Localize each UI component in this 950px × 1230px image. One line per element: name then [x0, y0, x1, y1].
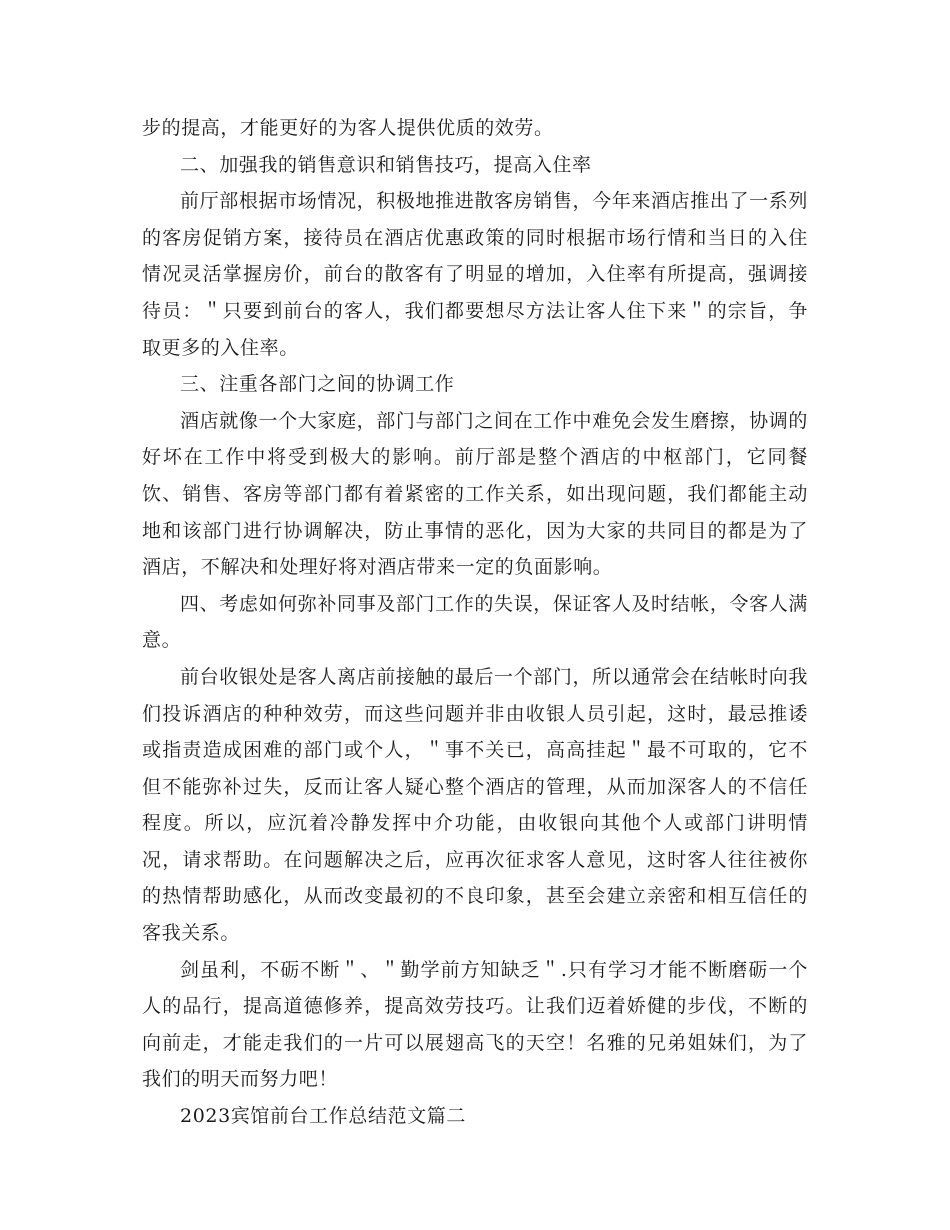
paragraph-sales: 前厅部根据市场情况，积极地推进散客房销售，今年来酒店推出了一系列的客房促销方案，接待员在酒店优惠政策的同时根据市场行情和当日的入住情况灵活掌握房价，前台的散客有了明显的增加，入住率有所提高，强调接待员：＂只要到前台的客人，我们都要想尽方法让客人住下来＂的宗旨，争取更多的入住率。 [142, 190, 808, 359]
paragraph-conclusion: 剑虽利，不砺不断＂、＂勤学前方知缺乏＂.只有学习才能不断磨砺一个人的品行，提高道德修养，提高效劳技巧。让我们迈着娇健的步伐，不断的向前走，才能走我们的一片可以展翅高飞的天空！名雅的兄弟姐妹们，为了我们的明天而努力吧！ [142, 958, 808, 1091]
heading-checkout: 四、考虑如何弥补同事及部门工作的失误，保证客人及时结帐，令客人满意。 [142, 592, 808, 652]
heading-sales-skills: 二、加强我的销售意识和销售技巧，提高入住率 [180, 153, 592, 176]
paragraph-continuation: 步的提高，才能更好的为客人提供优质的效劳。 [142, 117, 554, 139]
heading-coordination: 三、注重各部门之间的协调工作 [180, 373, 455, 396]
document-page [142, 110, 808, 1135]
paragraph-coordination: 酒店就像一个大家庭，部门与部门之间在工作中难免会发生磨擦，协调的好坏在工作中将受到极大的影响。前厅部是整个酒店的中枢部门，它同餐饮、销售、客房等部门都有着紧密的工作关系，如出现问题，我们都能主动地和该部门进行协调解决，防止事情的恶化，因为大家的共同目的都是为了酒店，不解决和处理好将对酒店带来一定的负面影响。 [142, 409, 808, 579]
section-title-part-two: 2023宾馆前台工作总结范文篇二 [180, 1105, 466, 1128]
paragraph-checkout: 前台收银处是客人离店前接触的最后一个部门，所以通常会在结帐时向我们投诉酒店的种种效劳，而这些问题并非由收银人员引起，这时，最忌推诿或指责造成困难的部门或个人，＂事不关已，高高挂起＂最不可取的，它不但不能弥补过失，反而让客人疑心整个酒店的管理，从而加深客人的不信任程度。所以，应沉着冷静发挥中介功能，由收银向其他个人或部门讲明情况，请求帮助。在问题解决之后，应再次征求客人意见，这时客人往往被你的热情帮助感化，从而改变最初的不良印象，甚至会建立亲密和相互信任的客我关系。 [142, 665, 808, 945]
